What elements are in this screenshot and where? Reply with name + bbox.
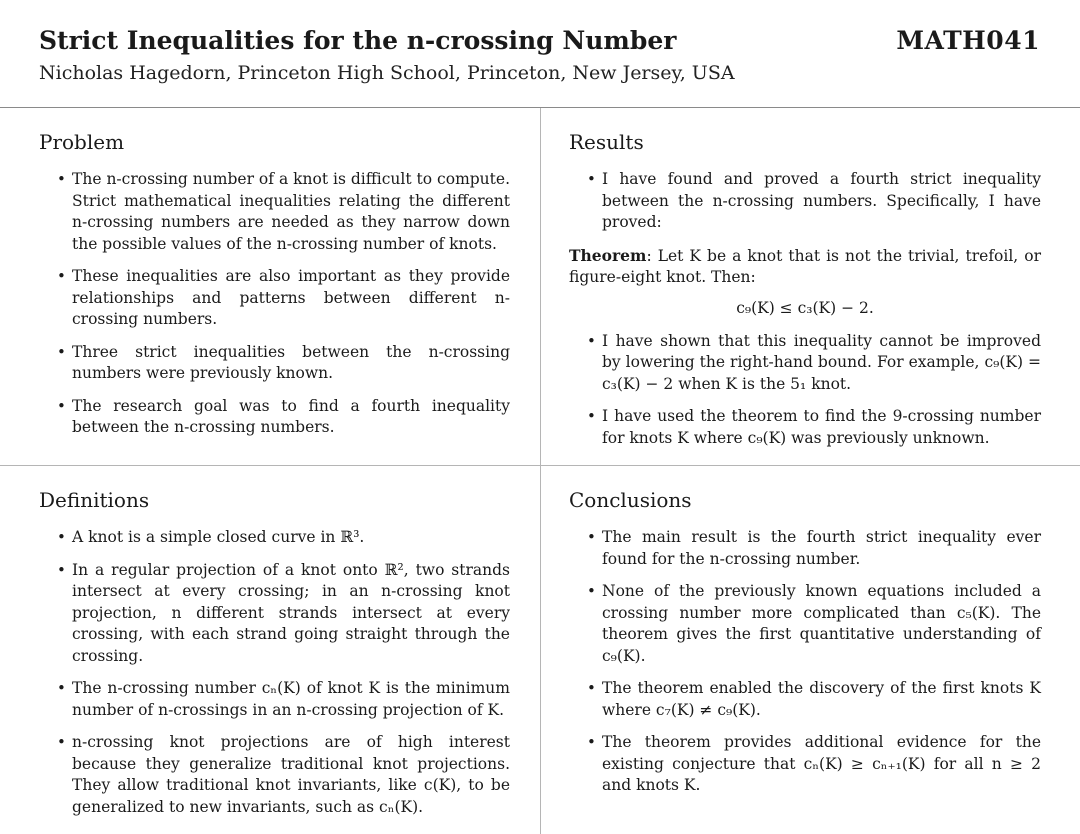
conclusions-list [569,527,1041,797]
results-list-bottom [569,331,1041,450]
list-item: • The main result is the fourth strict inequality ever found for the n-crossing number. [602,527,1041,570]
poster-title: Strict Inequalities for the n-crossing Number [39,26,677,55]
conclusions-panel [541,466,1080,834]
list-item: • Three strict inequalities between the n-crossing numbers were previously known. [72,342,510,385]
list-item: • These inequalities are also important as they provide relationships and patterns between different n-crossing numbers. [72,266,510,331]
list-item: • The research goal was to find a fourth inequality between the n-crossing numbers. [72,396,510,439]
definitions-list [39,527,510,818]
theorem-statement [569,245,1041,289]
theorem-equation: c₉(K) ≤ c₃(K) − 2. [736,298,874,317]
list-item: • The n-crossing number cₙ(K) of knot K is the minimum number of n-crossings in an n-crossing projection of K. [72,678,510,721]
poster-header [0,0,1080,108]
list-item: • I have found and proved a fourth strict inequality between the n-crossing numbers. Specifically, I have proved: [602,169,1041,234]
list-item: • The n-crossing number of a knot is difficult to compute. Strict mathematical inequalities relating the different n-crossing numbers are needed as they narrow down the possible values of the n-crossing number of knots. [72,169,510,255]
list-item: • A knot is a simple closed curve in ℝ³. [72,527,510,549]
results-heading: Results [569,130,644,154]
list-item: • None of the previously known equations included a crossing number more complicated than c₅(K). The theorem gives the first quantitative understanding of c₉(K). [602,581,1041,667]
problem-list [39,169,510,439]
content-grid [0,108,1080,834]
project-code: MATH041 [896,26,1040,55]
list-item: • n-crossing knot projections are of high interest because they generalize traditional knot projections. They allow traditional knot invariants, like c(K), to be generalized to new invariants, such as cₙ(K). [72,732,510,818]
theorem-text: : Let K be a knot that is not the trivial, trefoil, or figure-eight knot. Then: [569,246,1041,286]
problem-panel [0,108,540,465]
list-item: • I have shown that this inequality cannot be improved by lowering the right-hand bound. For example, c₉(K) = c₃(K) − 2 when K is the 5₁ knot. [602,331,1041,396]
list-item: • In a regular projection of a knot onto ℝ², two strands intersect at every crossing; in an n-crossing knot projection, n different strands intersect at every crossing, with each strand going straight through the crossing. [72,560,510,668]
results-panel [541,108,1080,465]
definitions-panel [0,466,540,834]
list-item: • The theorem enabled the discovery of the first knots K where c₇(K) ≠ c₉(K). [602,678,1041,721]
conclusions-heading: Conclusions [569,488,692,512]
author-line: Nicholas Hagedorn, Princeton High School, Princeton, New Jersey, USA [39,62,735,84]
problem-heading: Problem [39,130,125,154]
definitions-heading: Definitions [39,488,150,512]
list-item: • I have used the theorem to find the 9-crossing number for knots K where c₉(K) was previously unknown. [602,406,1041,449]
results-list-top [569,169,1041,234]
theorem-label: Theorem [569,245,647,265]
list-item: • The theorem provides additional evidence for the existing conjecture that cₙ(K) ≥ cₙ₊₁(K) for all n ≥ 2 and knots K. [602,732,1041,797]
